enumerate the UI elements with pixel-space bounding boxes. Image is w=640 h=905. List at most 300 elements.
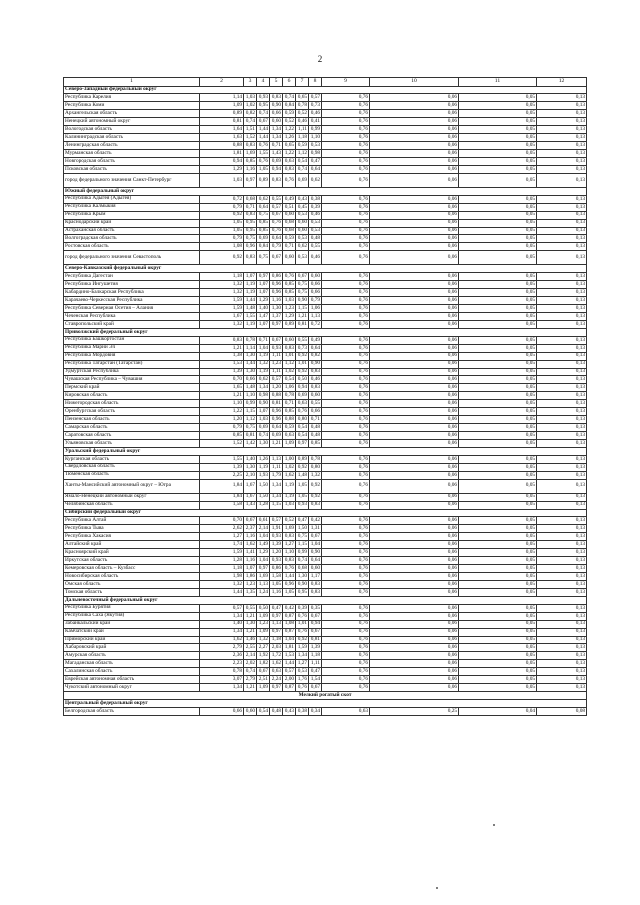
value-cell: 0,06: [370, 557, 459, 565]
value-cell: 0,95: [257, 102, 270, 110]
value-cell: 0,05: [459, 173, 537, 187]
value-cell: 1,39: [200, 463, 244, 471]
value-cell: 0,46: [309, 110, 322, 118]
value-cell: 0,05: [459, 376, 537, 384]
value-cell: 0,06: [370, 636, 459, 644]
value-cell: 0,99: [309, 126, 322, 134]
value-cell: 0,05: [459, 501, 537, 509]
value-cell: 0,75: [296, 281, 309, 289]
value-cell: 0,06: [370, 203, 459, 211]
value-cell: 1,30: [296, 573, 309, 581]
value-cell: 0,67: [309, 628, 322, 636]
value-cell: 0,05: [459, 352, 537, 360]
value-cell: 1,82: [257, 660, 270, 668]
value-cell: 1,21: [244, 684, 257, 692]
value-cell: 1,16: [244, 533, 257, 541]
region-name: Республика Коми: [64, 102, 200, 110]
table-row: [64, 549, 587, 557]
region-name: Приморский край: [64, 636, 200, 644]
value-cell: 0,76: [322, 94, 370, 102]
value-cell: 0,06: [370, 676, 459, 684]
value-cell: 0,13: [537, 580, 587, 588]
value-cell: 0,50: [296, 376, 309, 384]
value-cell: 0,13: [537, 305, 587, 313]
value-cell: 0,13: [537, 360, 587, 368]
value-cell: 0,05: [459, 289, 537, 297]
value-cell: 0,13: [537, 376, 587, 384]
value-cell: 0,06: [370, 305, 459, 313]
value-cell: 0,72: [309, 320, 322, 328]
region-name: Ханты-Мансийский автономный округ – Югра: [64, 479, 200, 493]
value-cell: 0,83: [283, 557, 296, 565]
value-cell: 0,83: [309, 384, 322, 392]
value-cell: 0,60: [309, 565, 322, 573]
value-cell: 0,06: [370, 400, 459, 408]
value-cell: 0,05: [459, 628, 537, 636]
value-cell: 1,34: [270, 134, 283, 142]
region-name: Республика Калмыкия: [64, 203, 200, 211]
value-cell: 1,41: [244, 549, 257, 557]
value-cell: 1,07: [257, 408, 270, 416]
region-name: Республика Хакасия: [64, 533, 200, 541]
value-cell: 1,44: [283, 660, 296, 668]
value-cell: 0,13: [537, 541, 587, 549]
value-cell: 0,06: [370, 173, 459, 187]
value-cell: 0,87: [283, 628, 296, 636]
value-cell: 0,66: [309, 408, 322, 416]
value-cell: 0,76: [322, 580, 370, 588]
value-cell: 1,09: [257, 612, 270, 620]
value-cell: 0,65: [296, 94, 309, 102]
value-cell: 0,13: [537, 150, 587, 158]
value-cell: 1,01: [283, 352, 296, 360]
region-name: Забайкальский край: [64, 620, 200, 628]
value-cell: 1,40: [257, 305, 270, 313]
value-cell: 0,64: [270, 424, 283, 432]
value-cell: 0,06: [370, 479, 459, 493]
value-cell: 0,47: [309, 668, 322, 676]
table-row: [64, 227, 587, 235]
value-cell: 0,97: [257, 565, 270, 573]
value-cell: 0,97: [257, 273, 270, 281]
region-name: Ростовская область: [64, 243, 200, 251]
value-cell: 0,76: [322, 501, 370, 509]
value-cell: 0,76: [322, 463, 370, 471]
value-cell: 0,98: [257, 392, 270, 400]
value-cell: 1,31: [309, 525, 322, 533]
value-cell: 0,76: [322, 620, 370, 628]
value-cell: 1,09: [257, 628, 270, 636]
value-cell: 0,63: [322, 707, 370, 715]
table-row: [64, 273, 587, 281]
value-cell: 0,06: [370, 463, 459, 471]
region-name: Республика Адыгея (Адыгея): [64, 195, 200, 203]
value-cell: 0,82: [244, 110, 257, 118]
value-cell: 0,76: [322, 360, 370, 368]
value-cell: 0,53: [296, 235, 309, 243]
value-cell: 0,13: [537, 660, 587, 668]
table-row: [64, 352, 587, 360]
value-cell: 1,19: [283, 493, 296, 501]
value-cell: 0,90: [309, 360, 322, 368]
value-cell: 1,19: [244, 289, 257, 297]
region-name: Ненецкий автономный округ: [64, 118, 200, 126]
value-cell: 0,90: [296, 580, 309, 588]
value-cell: 0,45: [296, 203, 309, 211]
value-cell: 0,97: [270, 612, 283, 620]
value-cell: 0,76: [257, 157, 270, 165]
value-cell: 0,64: [309, 165, 322, 173]
value-cell: 0,06: [370, 660, 459, 668]
value-cell: 1,43: [270, 150, 283, 158]
value-cell: 1,40: [244, 455, 257, 463]
value-cell: 0,84: [257, 243, 270, 251]
value-cell: 1,03: [283, 297, 296, 305]
value-cell: 0,05: [459, 312, 537, 320]
region-name: Кабардино-Балкарская Республика: [64, 289, 200, 297]
value-cell: 0,46: [296, 118, 309, 126]
value-cell: 0,95: [244, 219, 257, 227]
value-cell: 0,06: [370, 580, 459, 588]
value-cell: 0,13: [537, 281, 587, 289]
value-cell: 1,13: [270, 620, 283, 628]
value-cell: 1,03: [200, 173, 244, 187]
value-cell: 0,06: [370, 150, 459, 158]
value-cell: 1,13: [270, 455, 283, 463]
value-cell: 1,03: [283, 501, 296, 509]
value-cell: 0,49: [309, 336, 322, 344]
value-cell: 0,65: [283, 142, 296, 150]
value-cell: 0,97: [270, 320, 283, 328]
value-cell: 1,11: [309, 660, 322, 668]
table-row: [64, 173, 587, 187]
value-cell: 0,13: [537, 612, 587, 620]
table-row: [64, 289, 587, 297]
table-row: [64, 142, 587, 150]
value-cell: 0,94: [200, 157, 244, 165]
value-cell: 1,50: [257, 479, 270, 493]
header-row: [64, 78, 587, 87]
value-cell: 0,13: [537, 219, 587, 227]
value-cell: 0,73: [309, 102, 322, 110]
value-cell: 0,85: [283, 408, 296, 416]
section-title: Дальневосточный федеральный округ: [64, 596, 587, 604]
value-cell: 0,68: [283, 227, 296, 235]
table-row: [64, 463, 587, 471]
region-name: Оренбургская область: [64, 408, 200, 416]
value-cell: 1,19: [283, 479, 296, 493]
value-cell: 0,78: [283, 392, 296, 400]
value-cell: 0,06: [370, 439, 459, 447]
region-name: Республика Татарстан (Татарстан): [64, 360, 200, 368]
value-cell: 1,16: [244, 165, 257, 173]
value-cell: 1,19: [244, 320, 257, 328]
value-cell: 0,79: [200, 203, 244, 211]
value-cell: 1,16: [244, 557, 257, 565]
value-cell: 0,67: [257, 118, 270, 126]
value-cell: 0,06: [370, 384, 459, 392]
value-cell: 0,05: [459, 580, 537, 588]
value-cell: 1,32: [200, 281, 244, 289]
value-cell: 0,06: [370, 392, 459, 400]
value-cell: 0,46: [309, 376, 322, 384]
column-header: 5: [270, 78, 283, 87]
scan-speck: [436, 887, 438, 889]
value-cell: 1,34: [200, 628, 244, 636]
value-cell: 0,06: [370, 455, 459, 463]
value-cell: 1,12: [296, 150, 309, 158]
value-cell: 0,59: [283, 110, 296, 118]
value-cell: 1,29: [200, 165, 244, 173]
value-cell: 0,76: [322, 281, 370, 289]
value-cell: 0,96: [270, 416, 283, 424]
scan-speck: [493, 824, 495, 826]
value-cell: 1,39: [200, 368, 244, 376]
value-cell: 0,13: [537, 157, 587, 165]
value-cell: 0,05: [459, 320, 537, 328]
value-cell: 0,85: [309, 439, 322, 447]
value-cell: 0,76: [322, 400, 370, 408]
value-cell: 0,06: [370, 211, 459, 219]
value-cell: 0,48: [309, 424, 322, 432]
region-name: Амурская область: [64, 652, 200, 660]
section-header-row: [64, 86, 587, 94]
value-cell: 0,83: [309, 501, 322, 509]
region-name: Краснодарский край: [64, 219, 200, 227]
value-cell: 2,55: [244, 644, 257, 652]
value-cell: 0,06: [370, 501, 459, 509]
value-cell: 0,67: [270, 336, 283, 344]
value-cell: 1,01: [296, 360, 309, 368]
value-cell: 0,13: [537, 557, 587, 565]
value-cell: 0,76: [322, 644, 370, 652]
value-cell: 0,60: [309, 273, 322, 281]
region-name: Камчатский край: [64, 628, 200, 636]
value-cell: 0,05: [459, 368, 537, 376]
value-cell: 0,76: [322, 479, 370, 493]
region-name: город федерального значения Севастополь: [64, 251, 200, 265]
value-cell: 1,05: [257, 165, 270, 173]
value-cell: 1,48: [296, 471, 309, 479]
value-cell: 1,67: [200, 312, 244, 320]
value-cell: 0,06: [370, 320, 459, 328]
region-name: Пермский край: [64, 384, 200, 392]
value-cell: 0,76: [322, 102, 370, 110]
value-cell: 0,76: [322, 289, 370, 297]
value-cell: 0,43: [283, 707, 296, 715]
value-cell: 0,13: [537, 620, 587, 628]
value-cell: 0,75: [244, 235, 257, 243]
value-cell: 0,86: [270, 273, 283, 281]
value-cell: 0,05: [459, 400, 537, 408]
value-cell: 0,69: [257, 424, 270, 432]
value-cell: 0,67: [244, 517, 257, 525]
category-header-row: [64, 692, 587, 700]
value-cell: 0,05: [459, 620, 537, 628]
section-title: Приволжский федеральный округ: [64, 328, 587, 336]
value-cell: 0,63: [270, 668, 283, 676]
region-name: Ставропольский край: [64, 320, 200, 328]
table-row: [64, 392, 587, 400]
value-cell: 1,30: [244, 368, 257, 376]
value-cell: 1,07: [244, 565, 257, 573]
value-cell: 1,42: [244, 439, 257, 447]
value-cell: 1,21: [200, 344, 244, 352]
value-cell: 0,90: [296, 297, 309, 305]
value-cell: 1,39: [270, 541, 283, 549]
value-cell: 1,29: [257, 549, 270, 557]
value-cell: 1,08: [200, 243, 244, 251]
value-cell: 1,34: [200, 684, 244, 692]
value-cell: 0,05: [459, 126, 537, 134]
value-cell: 0,87: [283, 684, 296, 692]
value-cell: 1,14: [200, 94, 244, 102]
table-row: [64, 628, 587, 636]
value-cell: 0,73: [296, 344, 309, 352]
region-name: Республика Тыва: [64, 525, 200, 533]
table-row: [64, 203, 587, 211]
table-row: [64, 479, 587, 493]
value-cell: 0,13: [537, 416, 587, 424]
region-name: Республика Дагестан: [64, 273, 200, 281]
value-cell: 0,66: [244, 376, 257, 384]
value-cell: 0,05: [459, 471, 537, 479]
value-cell: 0,13: [537, 573, 587, 581]
value-cell: 0,06: [370, 165, 459, 173]
value-cell: 0,76: [296, 408, 309, 416]
region-name: Ямало-Ненецкий автономный округ: [64, 493, 200, 501]
value-cell: 0,05: [459, 588, 537, 596]
value-cell: 0,55: [270, 195, 283, 203]
section-title: Уральский федеральный округ: [64, 447, 587, 455]
region-name: Архангельская область: [64, 110, 200, 118]
table-row: [64, 281, 587, 289]
value-cell: 0,47: [309, 157, 322, 165]
value-cell: 1,18: [309, 652, 322, 660]
value-cell: 0,76: [296, 684, 309, 692]
value-cell: 1,55: [244, 312, 257, 320]
value-cell: 0,05: [459, 273, 537, 281]
value-cell: 0,76: [322, 533, 370, 541]
value-cell: 1,18: [270, 636, 283, 644]
column-header: 9: [322, 78, 370, 87]
value-cell: 0,13: [537, 352, 587, 360]
value-cell: 2,02: [244, 660, 257, 668]
value-cell: 0,60: [244, 707, 257, 715]
value-cell: 0,75: [244, 424, 257, 432]
value-cell: 0,05: [459, 297, 537, 305]
value-cell: 0,05: [459, 392, 537, 400]
value-cell: 0,76: [322, 439, 370, 447]
value-cell: 0,76: [322, 251, 370, 265]
value-cell: 0,06: [370, 195, 459, 203]
value-cell: 0,82: [309, 352, 322, 360]
value-cell: 0,83: [270, 94, 283, 102]
value-cell: 0,83: [200, 336, 244, 344]
value-cell: 0,05: [459, 219, 537, 227]
value-cell: 1,18: [200, 273, 244, 281]
value-cell: 0,48: [270, 707, 283, 715]
value-cell: 0,83: [244, 211, 257, 219]
value-cell: 1,01: [296, 620, 309, 628]
value-cell: 1,23: [283, 305, 296, 313]
value-cell: 0,92: [296, 352, 309, 360]
table-row: [64, 432, 587, 440]
value-cell: 0,13: [537, 368, 587, 376]
value-cell: 0,93: [270, 344, 283, 352]
value-cell: 0,39: [296, 604, 309, 612]
value-cell: 0,76: [322, 416, 370, 424]
value-cell: 0,76: [322, 684, 370, 692]
section-header-row: [64, 265, 587, 273]
column-header: 11: [459, 78, 537, 87]
value-cell: 0,75: [296, 533, 309, 541]
value-cell: 2,10: [244, 471, 257, 479]
column-header: 7: [296, 78, 309, 87]
value-cell: 0,06: [370, 110, 459, 118]
value-cell: 1,64: [200, 126, 244, 134]
value-cell: 1,21: [244, 628, 257, 636]
value-cell: 1,16: [270, 588, 283, 596]
value-cell: 1,67: [244, 479, 257, 493]
table-row: [64, 501, 587, 509]
value-cell: 0,51: [283, 203, 296, 211]
value-cell: 0,93: [257, 94, 270, 102]
region-name: Карачаево-Черкесская Республика: [64, 297, 200, 305]
value-cell: 0,13: [537, 565, 587, 573]
table-row: [64, 297, 587, 305]
value-cell: 1,47: [257, 312, 270, 320]
value-cell: 0,76: [322, 368, 370, 376]
value-cell: 1,23: [244, 580, 257, 588]
column-header: 1: [64, 78, 200, 87]
column-header: 3: [244, 78, 257, 87]
value-cell: 1,18: [200, 565, 244, 573]
value-cell: 0,05: [459, 305, 537, 313]
region-name: Сахалинская область: [64, 668, 200, 676]
value-cell: 1,11: [296, 126, 309, 134]
value-cell: 0,34: [309, 707, 322, 715]
value-cell: 0,13: [537, 118, 587, 126]
value-cell: 0,76: [322, 549, 370, 557]
value-cell: 0,69: [296, 392, 309, 400]
value-cell: 0,06: [370, 620, 459, 628]
value-cell: 0,68: [296, 565, 309, 573]
value-cell: 0,38: [309, 195, 322, 203]
value-cell: 1,06: [309, 305, 322, 313]
value-cell: 0,05: [459, 455, 537, 463]
value-cell: 0,13: [537, 165, 587, 173]
value-cell: 1,84: [200, 479, 244, 493]
value-cell: 0,76: [322, 312, 370, 320]
value-cell: 0,97: [244, 173, 257, 187]
value-cell: 0,76: [322, 273, 370, 281]
value-cell: 1,28: [200, 557, 244, 565]
value-cell: 0,85: [283, 289, 296, 297]
value-cell: 0,06: [370, 541, 459, 549]
value-cell: 1,22: [283, 126, 296, 134]
value-cell: 0,06: [370, 134, 459, 142]
value-cell: 1,30: [257, 439, 270, 447]
value-cell: 0,71: [270, 142, 283, 150]
value-cell: 0,06: [370, 628, 459, 636]
value-cell: 0,76: [322, 165, 370, 173]
value-cell: 1,48: [244, 384, 257, 392]
section-title: Центральный федеральный округ: [64, 700, 587, 708]
value-cell: 1,05: [296, 493, 309, 501]
region-name: Республика Башкортостан: [64, 336, 200, 344]
value-cell: 0,76: [322, 557, 370, 565]
